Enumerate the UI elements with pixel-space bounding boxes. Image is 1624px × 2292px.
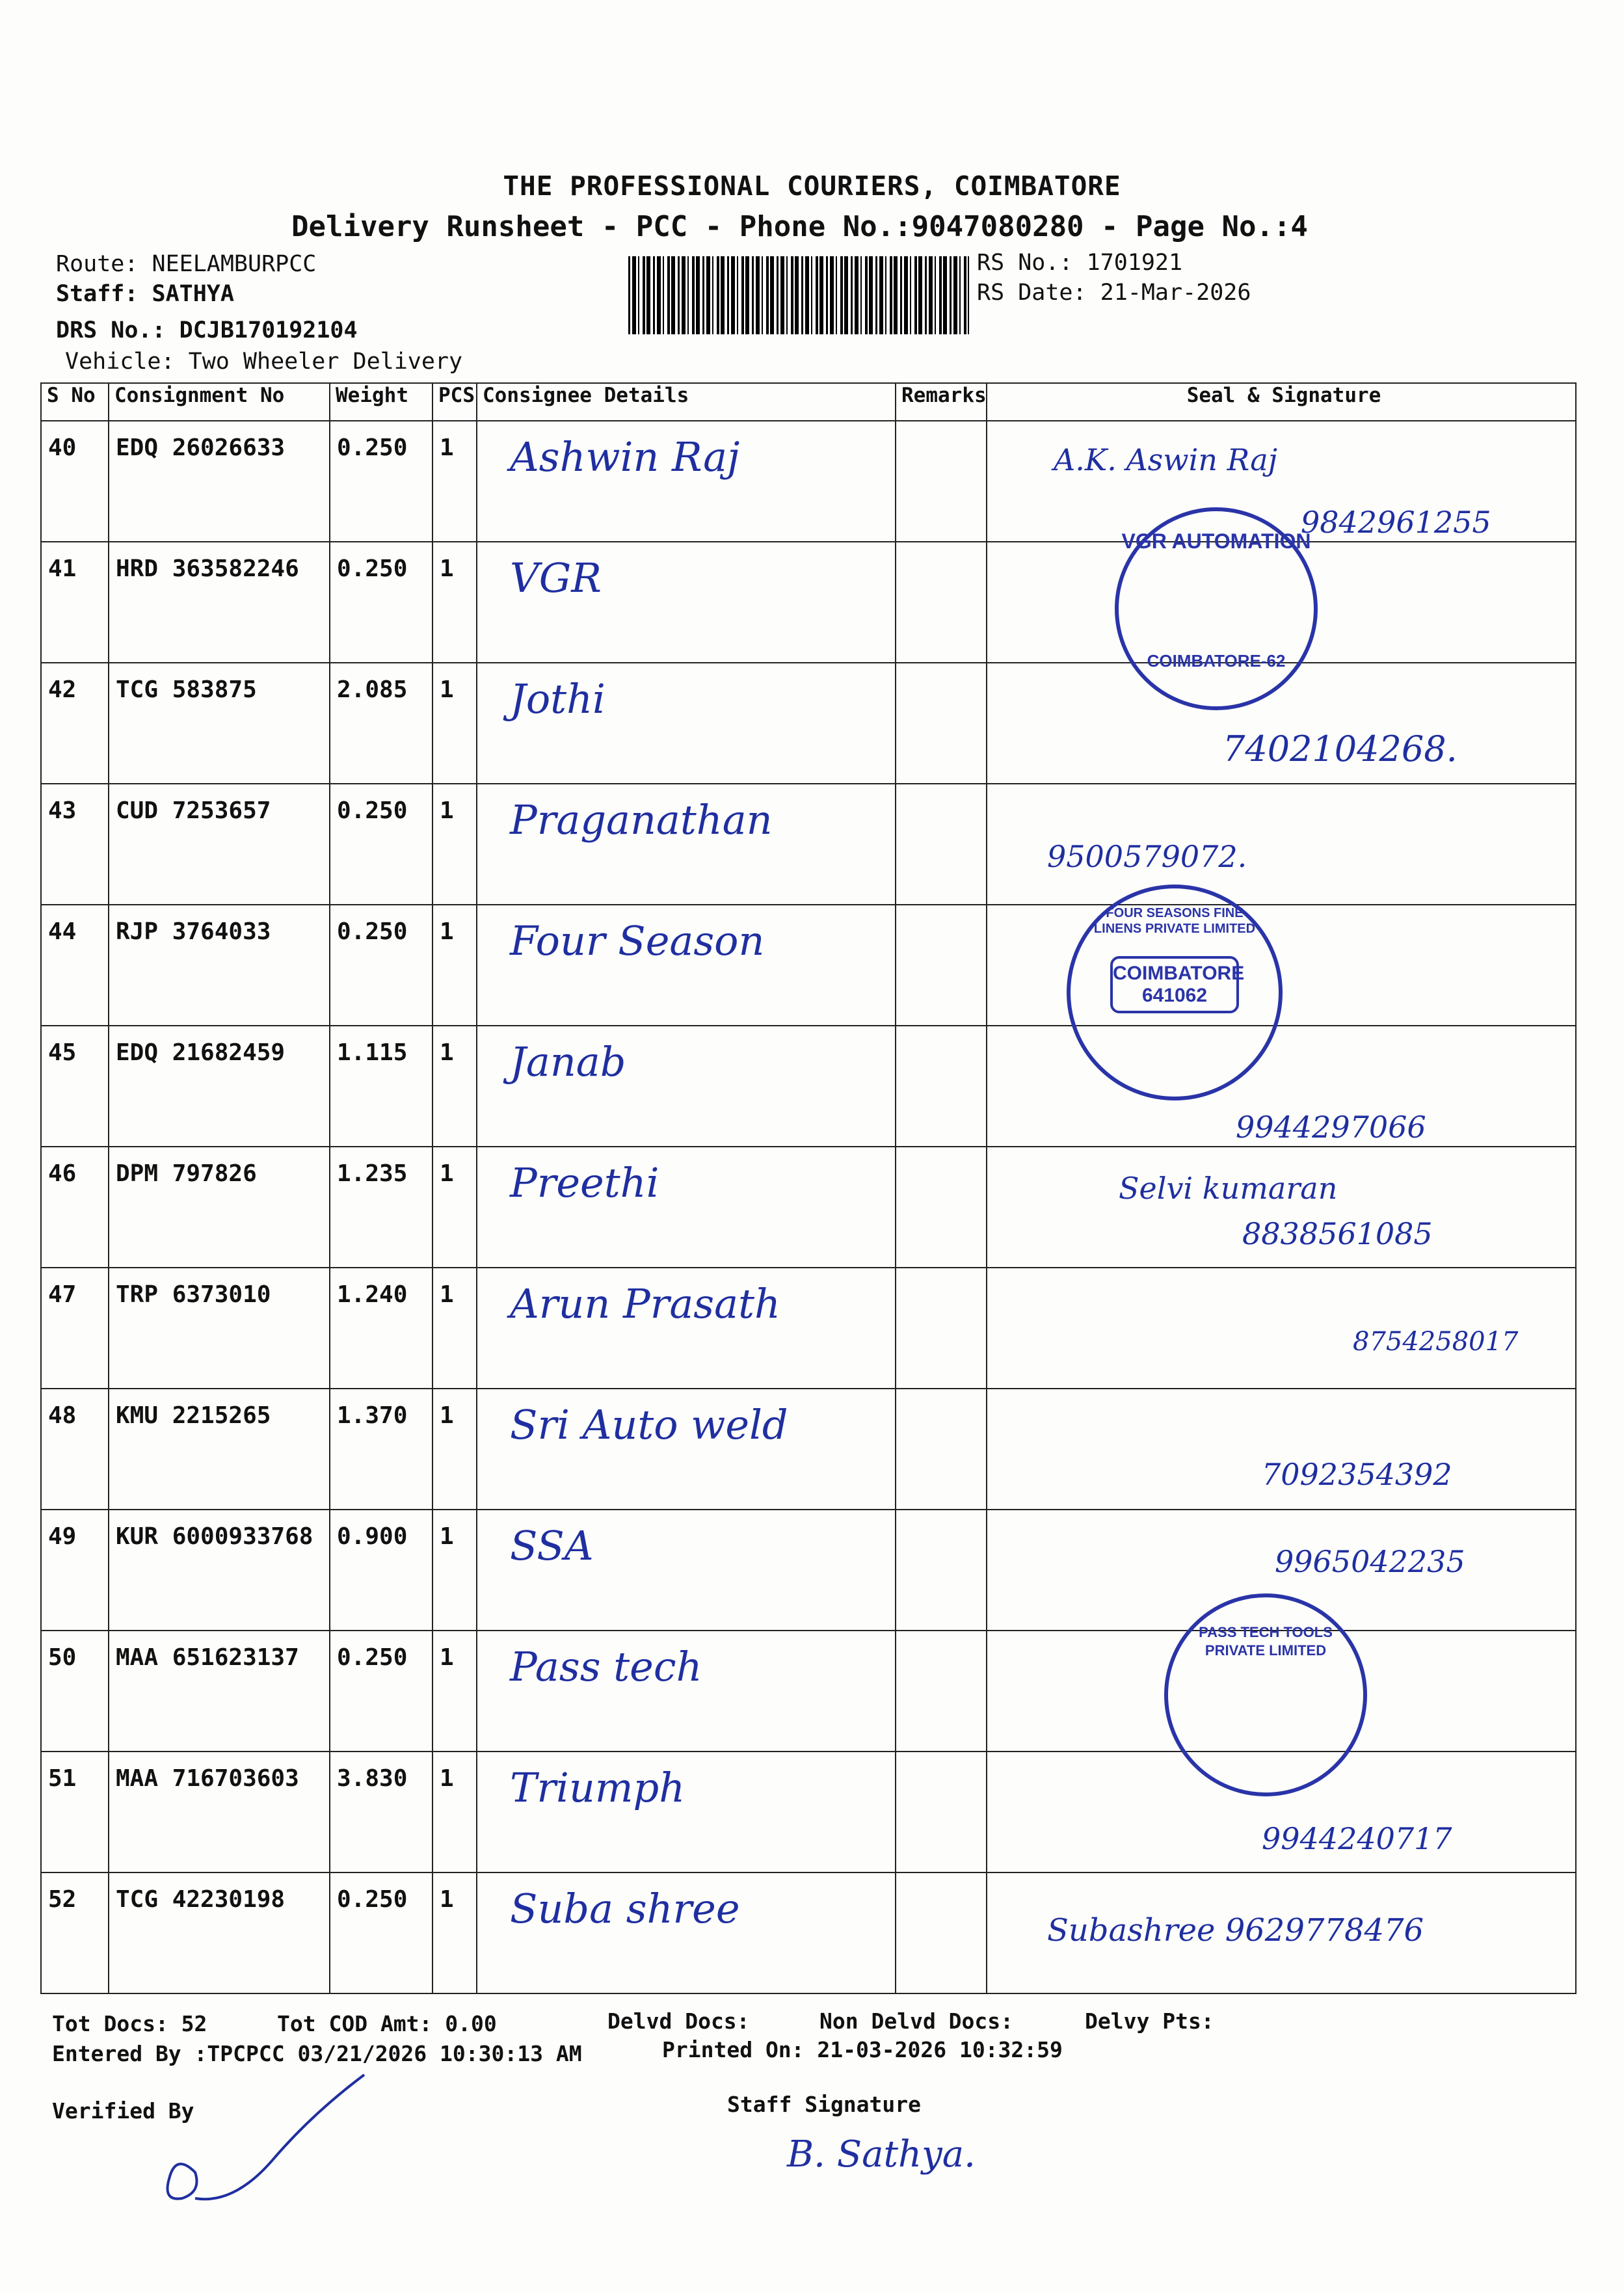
total-cod-amount: Tot COD Amt: 0.00 bbox=[277, 2011, 497, 2036]
staff-signature-label: Staff Signature bbox=[727, 2092, 922, 2117]
verified-signature-mark bbox=[130, 2068, 390, 2224]
verified-by-label: Verified By bbox=[52, 2098, 194, 2124]
row-consignment: MAA 651623137 bbox=[116, 1644, 299, 1671]
phone-47: 8754258017 bbox=[1353, 1327, 1519, 1357]
row-pcs: 1 bbox=[440, 918, 454, 945]
row-weight: 3.830 bbox=[337, 1765, 408, 1792]
table-row bbox=[41, 905, 1576, 1026]
signature-52: Subashree 9629778476 bbox=[1047, 1912, 1424, 1949]
row-weight: 2.085 bbox=[337, 676, 408, 703]
row-weight: 1.235 bbox=[337, 1160, 408, 1187]
row-remarks bbox=[896, 542, 987, 663]
rs-number: RS No.: 1701921 bbox=[977, 250, 1183, 276]
four-seasons-pin: 641062 bbox=[1141, 985, 1208, 1006]
row-remarks bbox=[896, 1389, 987, 1510]
company-title: THE PROFESSIONAL COURIERS, COIMBATORE bbox=[503, 170, 1121, 202]
row-pcs: 1 bbox=[440, 676, 454, 703]
row-remarks bbox=[896, 905, 987, 1026]
row-consignee: Praganathan bbox=[510, 796, 773, 844]
row-weight: 0.250 bbox=[337, 555, 408, 582]
row-remarks bbox=[896, 1026, 987, 1147]
delivered-docs: Delvd Docs: bbox=[607, 2008, 750, 2034]
row-pcs: 1 bbox=[440, 1765, 454, 1792]
row-consignee: SSA bbox=[510, 1522, 594, 1569]
row-remarks bbox=[896, 421, 987, 542]
row-weight: 1.370 bbox=[337, 1402, 408, 1429]
row-weight: 0.250 bbox=[337, 1644, 408, 1671]
phone-43: 9500579072. bbox=[1047, 839, 1247, 874]
row-sno: 47 bbox=[48, 1281, 77, 1308]
staff-label: Staff: SATHYA bbox=[56, 281, 234, 307]
signature-40: A.K. Aswin Raj bbox=[1054, 442, 1277, 477]
row-consignment: CUD 7253657 bbox=[116, 797, 271, 824]
row-consignment: MAA 716703603 bbox=[116, 1765, 299, 1792]
row-remarks bbox=[896, 784, 987, 905]
phone-51: 9944240717 bbox=[1262, 1821, 1452, 1856]
row-weight: 1.240 bbox=[337, 1281, 408, 1308]
phone-40: 9842961255 bbox=[1301, 505, 1491, 540]
runsheet-subtitle: Delivery Runsheet - PCC - Phone No.:9047080280 - Page No.:4 bbox=[291, 210, 1308, 243]
row-consignee: Sri Auto weld bbox=[510, 1401, 788, 1448]
row-pcs: 1 bbox=[440, 1644, 454, 1671]
row-remarks bbox=[896, 1752, 987, 1872]
row-sno: 40 bbox=[48, 434, 77, 461]
signature-46: Selvi kumaran bbox=[1119, 1171, 1338, 1206]
phone-46: 9944297066 bbox=[1236, 1110, 1426, 1145]
row-consignee: Ashwin Raj bbox=[510, 433, 740, 481]
col-consignee: Consignee Details bbox=[477, 383, 896, 421]
row-pcs: 1 bbox=[440, 1523, 454, 1550]
row-consignment: EDQ 21682459 bbox=[116, 1039, 286, 1066]
entered-by: Entered By :TPCPCC 03/21/2026 10:30:13 AM bbox=[52, 2041, 582, 2066]
phone-42: 7402104268. bbox=[1223, 728, 1458, 769]
row-consignment: TRP 6373010 bbox=[116, 1281, 271, 1308]
table-row bbox=[41, 542, 1576, 663]
row-consignment: EDQ 26026633 bbox=[116, 434, 286, 461]
route-label: Route: NEELAMBURPCC bbox=[56, 251, 317, 277]
row-sno: 52 bbox=[48, 1886, 77, 1913]
row-pcs: 1 bbox=[440, 1402, 454, 1429]
col-pcs: PCS bbox=[433, 383, 477, 421]
row-sno: 45 bbox=[48, 1039, 77, 1066]
four-seasons-stamp bbox=[1067, 885, 1283, 1100]
row-remarks bbox=[896, 1872, 987, 1993]
row-consignee: Pass tech bbox=[510, 1643, 702, 1690]
total-docs: Tot Docs: 52 bbox=[52, 2011, 207, 2036]
row-consignee: Jothi bbox=[510, 675, 606, 723]
row-sno: 50 bbox=[48, 1644, 77, 1671]
col-weight: Weight bbox=[330, 383, 433, 421]
drs-number: DRS No.: DCJB170192104 bbox=[56, 317, 358, 343]
row-consignee: Janab bbox=[510, 1038, 626, 1086]
printed-on: Printed On: 21-03-2026 10:32:59 bbox=[662, 2037, 1063, 2062]
row-consignee: Arun Prasath bbox=[510, 1280, 780, 1327]
vehicle-label: Vehicle: Two Wheeler Delivery bbox=[65, 349, 463, 375]
row-consignee: Triumph bbox=[510, 1764, 686, 1811]
row-sno: 41 bbox=[48, 555, 77, 582]
row-sno: 46 bbox=[48, 1160, 77, 1187]
rs-date: RS Date: 21-Mar-2026 bbox=[977, 280, 1251, 306]
row-consignment: KMU 2215265 bbox=[116, 1402, 271, 1429]
row-remarks bbox=[896, 663, 987, 784]
staff-signature-hand: B. Sathya. bbox=[787, 2133, 976, 2176]
four-seasons-ring: FOUR SEASONS FINE LINENS PRIVATE LIMITED bbox=[1093, 906, 1256, 936]
phone-49: 9965042235 bbox=[1275, 1544, 1465, 1579]
row-weight: 0.250 bbox=[337, 434, 408, 461]
row-consignment: TCG 42230198 bbox=[116, 1886, 286, 1913]
row-sno: 51 bbox=[48, 1765, 77, 1792]
row-pcs: 1 bbox=[440, 555, 454, 582]
row-remarks bbox=[896, 1510, 987, 1631]
vgr-stamp bbox=[1115, 507, 1318, 710]
row-sno: 43 bbox=[48, 797, 77, 824]
row-pcs: 1 bbox=[440, 1886, 454, 1913]
col-consignment: Consignment No bbox=[109, 383, 330, 421]
row-pcs: 1 bbox=[440, 1160, 454, 1187]
row-pcs: 1 bbox=[440, 1039, 454, 1066]
vgr-stamp-top: VGR AUTOMATION bbox=[1121, 529, 1311, 553]
row-sno: 48 bbox=[48, 1402, 77, 1429]
row-consignment: KUR 6000933768 bbox=[116, 1523, 313, 1550]
col-sno: S No bbox=[41, 383, 109, 421]
row-consignee: VGR bbox=[510, 554, 602, 602]
row-sno: 42 bbox=[48, 676, 77, 703]
table-row bbox=[41, 784, 1576, 905]
phone-48: 7092354392 bbox=[1262, 1457, 1452, 1492]
row-pcs: 1 bbox=[440, 1281, 454, 1308]
row-pcs: 1 bbox=[440, 434, 454, 461]
row-sno: 44 bbox=[48, 918, 77, 945]
row-consignment: DPM 797826 bbox=[116, 1160, 257, 1187]
table-header-row bbox=[41, 383, 1576, 421]
row-remarks bbox=[896, 1147, 987, 1268]
non-delivered-docs: Non Delvd Docs: bbox=[819, 2008, 1014, 2034]
row-consignee: Suba shree bbox=[510, 1885, 740, 1932]
row-remarks bbox=[896, 1631, 987, 1752]
row-weight: 0.250 bbox=[337, 797, 408, 824]
row-weight: 0.250 bbox=[337, 1886, 408, 1913]
barcode bbox=[628, 256, 969, 334]
row-remarks bbox=[896, 1268, 987, 1389]
phone-46b: 8838561085 bbox=[1242, 1216, 1433, 1251]
vgr-stamp-bottom: COIMBATORE-62 bbox=[1147, 651, 1286, 671]
row-weight: 0.250 bbox=[337, 918, 408, 945]
row-weight: 0.900 bbox=[337, 1523, 408, 1550]
row-weight: 1.115 bbox=[337, 1039, 408, 1066]
row-consignment: HRD 363582246 bbox=[116, 555, 299, 582]
row-pcs: 1 bbox=[440, 797, 454, 824]
delivery-points: Delvy Pts: bbox=[1085, 2008, 1214, 2034]
row-consignee: Preethi bbox=[510, 1159, 659, 1206]
pass-tech-stamp bbox=[1164, 1593, 1367, 1796]
row-sno: 49 bbox=[48, 1523, 77, 1550]
row-consignment: RJP 3764033 bbox=[116, 918, 271, 945]
pass-tech-ring: PASS TECH TOOLS PRIVATE LIMITED bbox=[1199, 1624, 1333, 1659]
col-remarks: Remarks bbox=[896, 383, 987, 421]
four-seasons-city: COIMBATORE bbox=[1113, 963, 1245, 984]
col-seal: Seal & Signature bbox=[987, 383, 1576, 421]
row-consignment: TCG 583875 bbox=[116, 676, 257, 703]
row-consignee: Four Season bbox=[510, 917, 765, 965]
table-row bbox=[41, 1268, 1576, 1389]
